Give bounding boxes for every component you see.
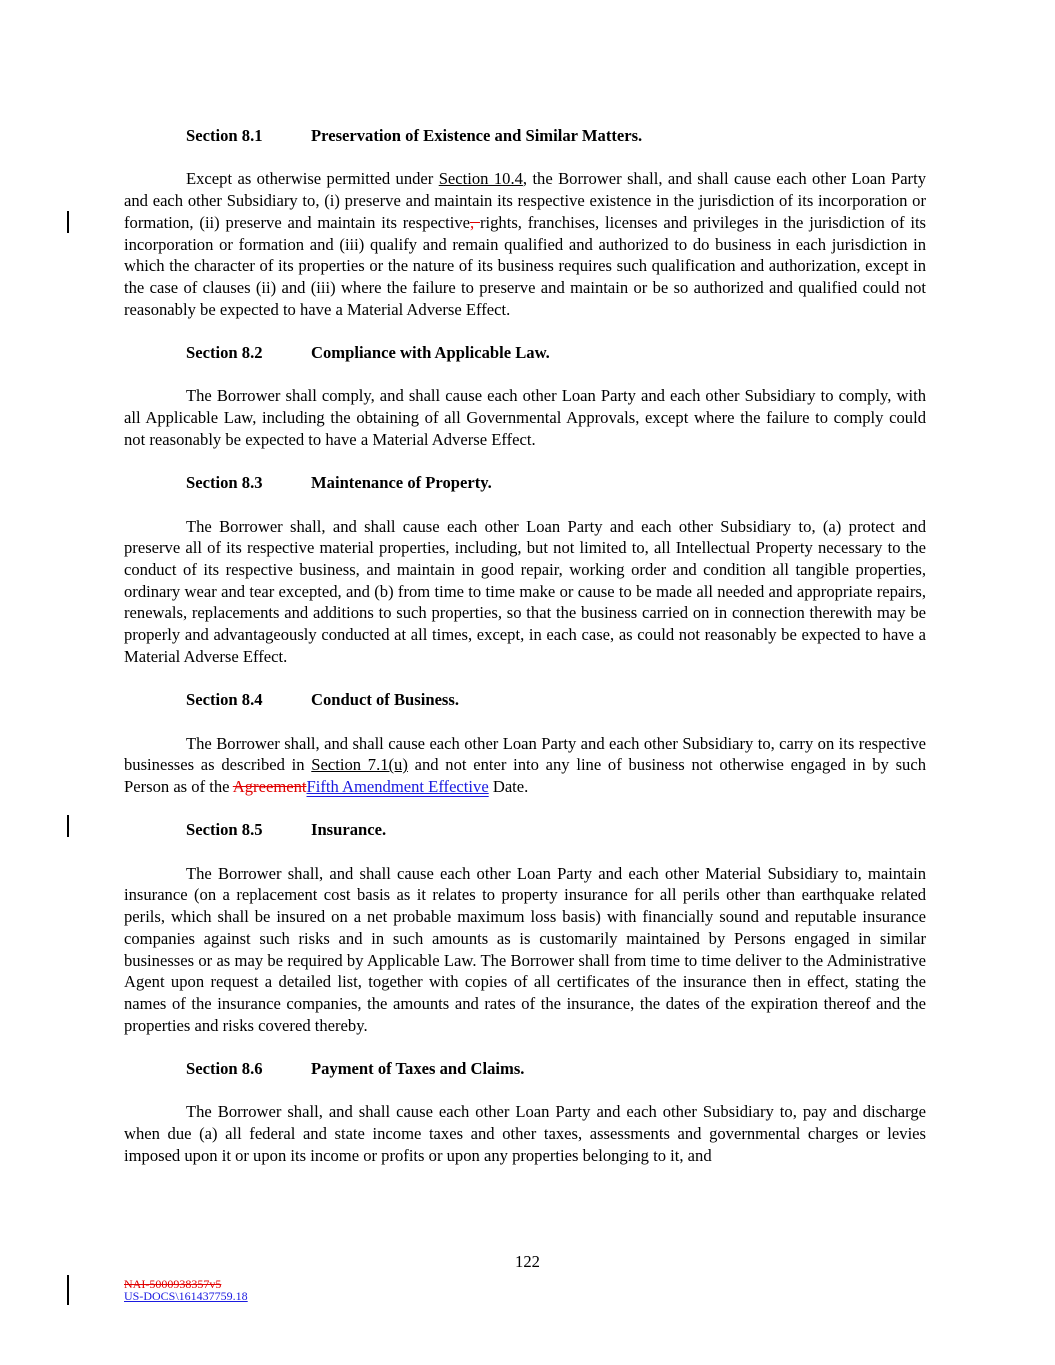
section-paragraph (124, 733, 926, 798)
change-bar (67, 211, 69, 233)
section-title: Maintenance of Property. (311, 473, 492, 493)
page-number: 122 (515, 1252, 540, 1271)
inserted-doc-id: US-DOCS\161437759.18 (124, 1289, 248, 1303)
paragraph-text: The Borrower shall comply, and shall cause each other Loan Party and each other Subsidiary to comply, with all Applicable Law, including the obtaining of all Governmental Approvals, except where the failure to comply could not reasonably be expected to have a Material Adverse Effect. (124, 386, 926, 449)
section-number: Section 8.6 (186, 1059, 263, 1079)
paragraph-text: The Borrower shall, and shall cause each other Loan Party and each other Subsidiary to, carry on its respective businesses as described in (124, 733, 926, 775)
change-bar (67, 815, 69, 837)
section-heading (186, 342, 926, 364)
section-title: Compliance with Applicable Law. (311, 343, 550, 362)
cross-reference-link[interactable]: Section 10.4 (438, 169, 523, 189)
section-heading (186, 1058, 926, 1080)
deleted-text: Agreement (232, 776, 307, 796)
section-number: Section 8.4 (186, 690, 263, 710)
section-heading (186, 689, 926, 711)
section-number: Section 8.1 (186, 126, 263, 145)
paragraph-text: The Borrower shall, and shall cause each other Loan Party and each other Material Subsidiary to, maintain insurance (on a replacement cost basis as it relates to property insurance for all perils other than earthquake related perils, which shall be insured on a net probable maximum loss basis) with financially sound and reputable insurance companies against such risks and in such amounts as is customarily maintained by Persons engaged in similar businesses or as may be required by Applicable Law. The Borrower shall from time to time deliver to the Administrative Agent upon request a detailed list, together with copies of all certificates of the insurance then in effect, stating the names of the insurance companies, the amounts and rates of the insurance, the dates of the expiration thereof and the properties and risks covered thereby. (124, 863, 926, 1035)
section-title: Preservation of Existence and Similar Matters. (311, 126, 643, 145)
section-paragraph (124, 385, 926, 450)
paragraph-text: rights, franchises, licenses and privileges in the jurisdiction of its incorporation or formation and (iii) qualify and remain qualified and authorized to do business in each jurisdiction in which the character of its properties or the nature of its business requires such qualification and authorization, except in the case of clauses (ii) and (iii) where the failure to preserve and maintain or be so authorized and qualified could not reasonably be expected to have a Material Adverse Effect. (124, 212, 927, 319)
section-paragraph (124, 168, 926, 320)
paragraph-text: , the Borrower shall, and shall cause each other Loan Party and each other Subsidiary to, (i) preserve and maintain its respective existence in the jurisdiction of its incorporation or formation, (ii) preserve and maintain its respective (124, 169, 926, 232)
section-paragraph (124, 1101, 926, 1166)
paragraph-text: Except as otherwise permitted under (186, 169, 439, 189)
section-paragraph (124, 516, 926, 668)
section-number: Section 8.5 (186, 820, 263, 840)
paragraph-text: Date. (488, 776, 529, 796)
section-heading (186, 819, 926, 841)
inserted-text: Fifth Amendment Effective (306, 776, 489, 796)
section-number: Section 8.3 (186, 473, 263, 493)
paragraph-text: The Borrower shall, and shall cause each other Loan Party and each other Subsidiary to, pay and discharge when due (a) all federal and state income taxes and other taxes, assessments and governmental charges or levies imposed upon it or upon its income or profits or upon any properties belonging to it, and (124, 1102, 926, 1165)
section-heading (186, 125, 926, 147)
section-heading (186, 472, 926, 494)
cross-reference-link[interactable]: Section 7.1(u) (311, 755, 408, 775)
section-paragraph (124, 863, 926, 1037)
deleted-text: , (470, 212, 480, 232)
footer-doc-id (124, 1278, 248, 1302)
section-title: Payment of Taxes and Claims. (311, 1059, 525, 1079)
paragraph-text: The Borrower shall, and shall cause each other Loan Party and each other Subsidiary to, (a) protect and preserve all of its respective material properties, including, but not limited to, all Intellectual Property necessary to the conduct of its respective business, and maintain in good repair, working order and condition all tangible properties, ordinary wear and tear excepted, and (b) from time to time make or cause to be made all needed and appropriate repairs, renewals, replacements and additions to such properties, so that the business carried on in connection therewith may be properly and advantageously conducted at all times, except, in each case, as could not reasonably be expected to have a Material Adverse Effect. (124, 516, 926, 666)
section-title: Insurance. (311, 820, 387, 840)
deleted-doc-id: NAI-5000938357v5 (124, 1277, 222, 1291)
change-bar (67, 1275, 69, 1305)
document-body (124, 125, 926, 1188)
section-title: Conduct of Business. (311, 690, 459, 710)
paragraph-text: and not enter into any line of business not otherwise engaged in by such Person as of the (124, 755, 926, 796)
section-number: Section 8.2 (186, 343, 263, 362)
